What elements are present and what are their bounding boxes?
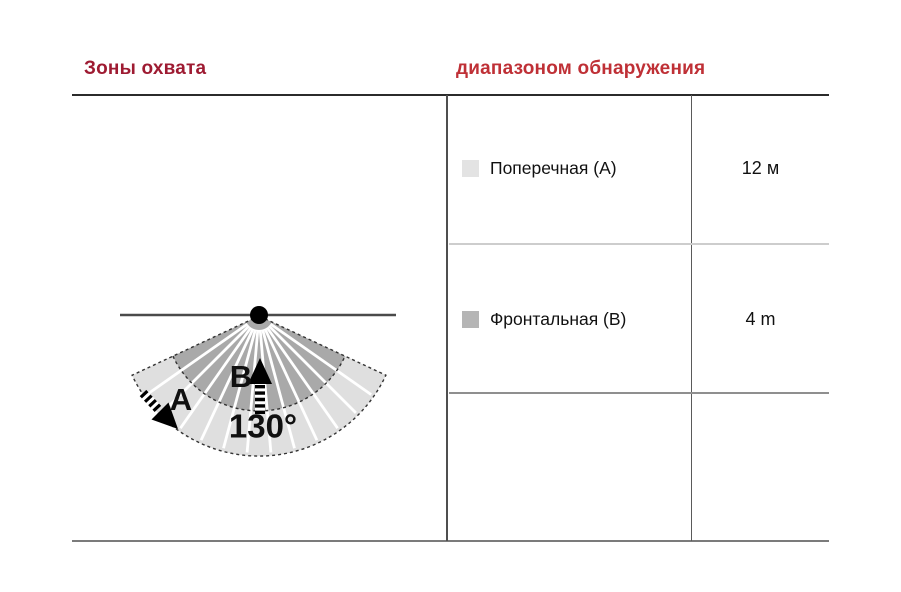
zone-a-range-value: 12 м [741, 158, 780, 178]
zone-b-letter: B [229, 359, 253, 395]
table-row-divider-2 [449, 392, 829, 394]
zone-b-swatch [462, 311, 479, 328]
table-top-border [72, 94, 829, 96]
heading-coverage-zones: Зоны охвата [84, 58, 207, 79]
table-bottom-border [72, 540, 829, 542]
zone-a-letter: A [169, 382, 193, 418]
zone-b-label-text: Фронтальная (В) [490, 308, 627, 329]
angle-label: 130° [228, 407, 298, 445]
zone-a-swatch [462, 160, 479, 177]
table-vertical-divider-1 [446, 95, 448, 541]
sensor-dot [250, 306, 268, 324]
heading-detection-range: диапазоном обнаружения [456, 58, 706, 79]
coverage-diagram [100, 290, 420, 470]
zone-b-row-label [462, 309, 626, 329]
table-row-divider-1 [449, 243, 829, 245]
zone-a-label-text: Поперечная (А) [490, 157, 617, 178]
zone-a-row-label [462, 158, 617, 178]
zone-b-range-value: 4 m [745, 309, 776, 329]
